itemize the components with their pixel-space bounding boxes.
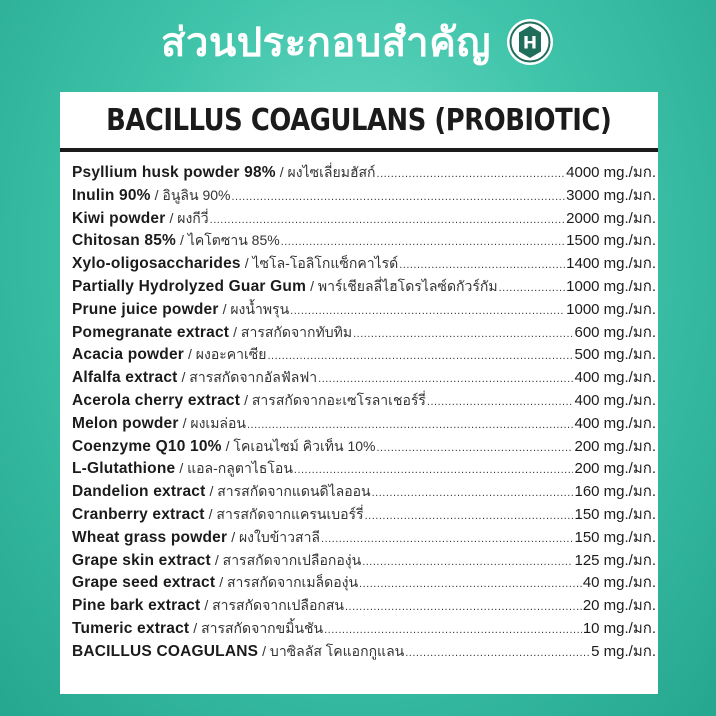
leader-dots bbox=[345, 601, 582, 613]
ingredient-amount: 160 mg./มก. bbox=[574, 483, 656, 501]
ingredient-amount: 400 mg./มก. bbox=[574, 391, 656, 409]
ingredient-amount: 400 mg./มก. bbox=[574, 369, 656, 387]
ingredient-thai-name: / สารสกัดจากแครนเบอร์รี่ bbox=[208, 505, 364, 522]
leader-dots bbox=[405, 647, 590, 659]
leader-dots bbox=[324, 624, 582, 636]
ingredient-name: Acerola cherry extract bbox=[72, 391, 241, 409]
ingredient-name: Coenzyme Q10 10% bbox=[72, 437, 222, 455]
ingredient-thai-name: / ผงกีวี่ bbox=[169, 209, 209, 226]
ingredient-amount: 150 mg./มก. bbox=[574, 505, 656, 523]
ingredient-amount: 10 mg./มก. bbox=[582, 619, 656, 637]
ingredient-amount: 3000 mg./มก. bbox=[566, 186, 656, 204]
ingredient-amount: 5 mg./มก. bbox=[591, 642, 656, 660]
ingredient-thai-name: / แอล-กลูตาไธโอน bbox=[179, 460, 293, 477]
ingredient-row bbox=[72, 525, 656, 548]
ingredient-row bbox=[72, 160, 656, 183]
ingredient-thai-name: / สารสกัดจากเมล็ดองุ่น bbox=[219, 574, 359, 591]
ingredient-amount: 200 mg./มก. bbox=[574, 460, 656, 478]
leader-dots bbox=[321, 533, 573, 545]
leader-dots bbox=[359, 578, 582, 590]
ingredient-thai-name: / อินูลิน 90% bbox=[154, 186, 231, 203]
ingredient-row bbox=[72, 365, 656, 388]
ingredient-name: Partially Hydrolyzed Guar Gum bbox=[72, 277, 307, 295]
h-badge-icon bbox=[505, 17, 555, 67]
ingredient-name: Grape skin extract bbox=[72, 551, 211, 569]
ingredient-amount: 400 mg./มก. bbox=[574, 414, 656, 432]
ingredient-thai-name: / สารสกัดจากอัลฟัลฟา bbox=[181, 369, 318, 386]
leader-dots bbox=[399, 259, 565, 271]
ingredient-row bbox=[72, 411, 656, 434]
ingredient-thai-name: / สารสกัดจากอะเซโรลาเชอร์รี่ bbox=[244, 391, 426, 408]
leader-dots bbox=[281, 236, 565, 248]
ingredient-name: Acacia powder bbox=[72, 346, 185, 364]
ingredient-amount: 20 mg./มก. bbox=[582, 597, 656, 615]
leader-dots bbox=[294, 464, 574, 476]
leader-dots bbox=[247, 419, 574, 431]
ingredient-name: Xylo-oligosaccharides bbox=[72, 255, 241, 273]
ingredient-amount: 1400 mg./มก. bbox=[566, 255, 656, 273]
ingredient-name: Kiwi powder bbox=[72, 209, 166, 227]
ingredient-thai-name: / ผงอะคาเซีย bbox=[188, 346, 267, 363]
leader-dots bbox=[290, 305, 565, 317]
page-title: ส่วนประกอบสำคัญ bbox=[161, 20, 491, 66]
ingredient-name: Chitosan 85% bbox=[72, 232, 177, 250]
ingredient-thai-name: / สารสกัดจากขมิ้นชัน bbox=[193, 619, 324, 636]
ingredient-name: Cranberry extract bbox=[72, 505, 205, 523]
ingredient-list bbox=[72, 160, 656, 662]
ingredient-thai-name: / สารสกัดจากทับทิม bbox=[233, 323, 353, 340]
ingredient-row bbox=[72, 274, 656, 297]
ingredient-thai-name: / ไซโล-โอลิโกแซ็กคาไรด์ bbox=[244, 255, 399, 272]
ingredient-thai-name: / ผงเมล่อน bbox=[182, 414, 246, 431]
ingredient-name: BACILLUS COAGULANS bbox=[72, 642, 259, 660]
badge-letter: H bbox=[522, 33, 538, 54]
ingredient-thai-name: / โคเอนไซม์ คิวเท็น 10% bbox=[225, 437, 376, 454]
leader-dots bbox=[362, 556, 573, 568]
ingredient-amount: 40 mg./มก. bbox=[582, 574, 656, 592]
ingredient-name: Dandelion extract bbox=[72, 483, 206, 501]
leader-dots bbox=[318, 373, 573, 385]
ingredient-amount: 1000 mg./มก. bbox=[566, 277, 656, 295]
ingredient-thai-name: / ไคโตซาน 85% bbox=[180, 232, 280, 249]
leader-dots bbox=[267, 350, 573, 362]
ingredient-row bbox=[72, 388, 656, 411]
leader-dots bbox=[376, 442, 573, 454]
card-header bbox=[60, 92, 658, 148]
leader-dots bbox=[427, 396, 574, 408]
ingredient-row bbox=[72, 320, 656, 343]
leader-dots bbox=[499, 282, 566, 294]
header bbox=[0, 6, 716, 78]
ingredient-amount: 2000 mg./มก. bbox=[566, 209, 656, 227]
ingredient-amount: 1000 mg./มก. bbox=[566, 300, 656, 318]
ingredient-row bbox=[72, 456, 656, 479]
ingredient-thai-name: / ผงใบข้าวสาลี bbox=[231, 528, 321, 545]
ingredient-row bbox=[72, 228, 656, 251]
ingredient-name: Alfalfa extract bbox=[72, 369, 178, 387]
ingredient-row bbox=[72, 183, 656, 206]
ingredient-amount: 500 mg./มก. bbox=[574, 346, 656, 364]
ingredient-thai-name: / สารสกัดจากแดนดิไลออน bbox=[209, 483, 371, 500]
ingredient-row bbox=[72, 434, 656, 457]
ingredient-amount: 150 mg./มก. bbox=[574, 528, 656, 546]
ingredient-row bbox=[72, 479, 656, 502]
card-title: BACILLUS COAGULANS (PROBIOTIC) bbox=[106, 102, 612, 138]
ingredient-name: Tumeric extract bbox=[72, 619, 190, 637]
ingredient-name: L-Glutathione bbox=[72, 460, 176, 478]
ingredient-name: Melon powder bbox=[72, 414, 179, 432]
ingredient-thai-name: / ผงไซเลี่ยมฮัสก์ bbox=[279, 164, 376, 180]
ingredient-name: Pomegranate extract bbox=[72, 323, 230, 341]
ingredient-name: Grape seed extract bbox=[72, 574, 216, 592]
ingredient-row bbox=[72, 593, 656, 616]
ingredient-row bbox=[72, 616, 656, 639]
ingredient-row bbox=[72, 639, 656, 662]
ingredient-thai-name: / สารสกัดจากเปลือกองุ่น bbox=[214, 551, 362, 568]
leader-dots bbox=[231, 191, 565, 203]
ingredient-thai-name: / ผงน้ำพรุน bbox=[222, 300, 290, 317]
ingredient-name: Psyllium husk powder 98% bbox=[72, 164, 276, 181]
ingredient-row bbox=[72, 548, 656, 571]
ingredient-name: Prune juice powder bbox=[72, 300, 219, 318]
ingredient-name: Wheat grass powder bbox=[72, 528, 228, 546]
ingredient-amount: 4000 mg./มก. bbox=[566, 164, 656, 181]
leader-dots bbox=[210, 214, 566, 226]
ingredient-amount: 125 mg./มก. bbox=[574, 551, 656, 569]
leader-dots bbox=[365, 510, 574, 522]
leader-dots bbox=[353, 328, 573, 340]
ingredient-name: Inulin 90% bbox=[72, 186, 151, 204]
leader-dots bbox=[377, 168, 566, 180]
card-divider bbox=[60, 148, 658, 152]
ingredient-amount: 1500 mg./มก. bbox=[566, 232, 656, 250]
ingredient-row bbox=[72, 570, 656, 593]
ingredient-row bbox=[72, 502, 656, 525]
ingredient-row bbox=[72, 251, 656, 274]
ingredient-amount: 600 mg./มก. bbox=[574, 323, 656, 341]
ingredient-amount: 200 mg./มก. bbox=[574, 437, 656, 455]
ingredient-name: Pine bark extract bbox=[72, 597, 201, 615]
ingredient-thai-name: / พาร์เชียลลี่ไฮโดรไลซ์ดกัวร์กัม bbox=[310, 277, 498, 294]
ingredient-row bbox=[72, 342, 656, 365]
ingredients-card bbox=[60, 92, 658, 694]
leader-dots bbox=[372, 487, 574, 499]
ingredient-row bbox=[72, 297, 656, 320]
ingredient-thai-name: / บาซิลลัส โคแอกกูแลน bbox=[262, 642, 405, 659]
ingredient-thai-name: / สารสกัดจากเปลือกสน bbox=[204, 597, 344, 614]
ingredient-row bbox=[72, 206, 656, 229]
